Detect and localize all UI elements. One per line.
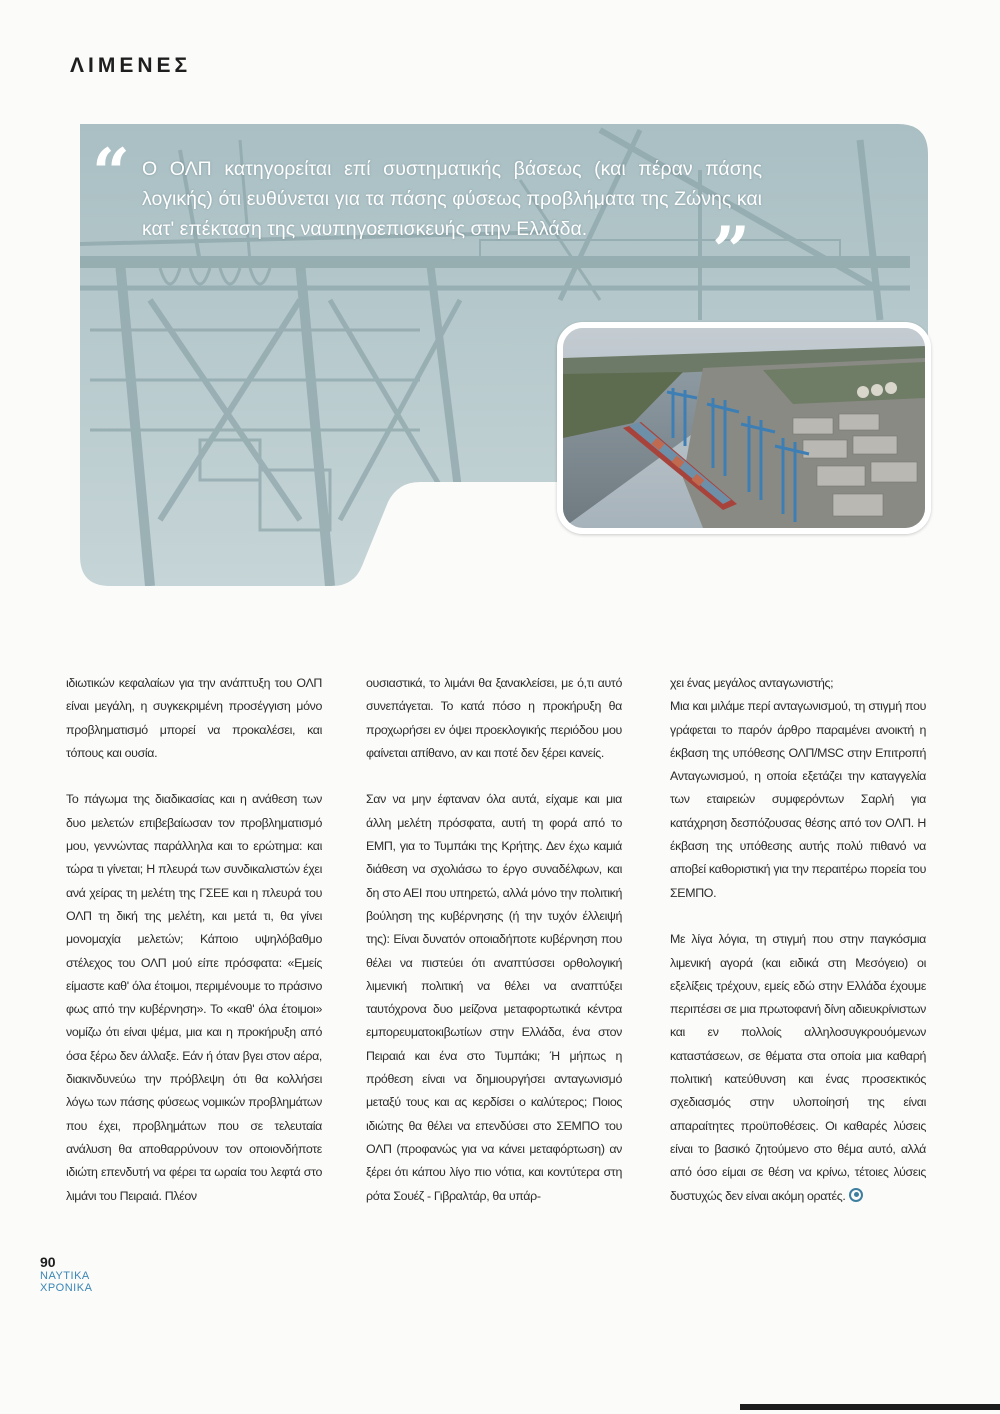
paragraph: χει ένας μεγάλος ανταγωνιστής; Μια και μιλάμε περί ανταγωνισμού, τη στιγμή που γράφεται το παρόν άρθρο παραμένει ανοικτή η έκβαση της υπόθεσης ΟΛΠ/MSC στην Επιτροπή Ανταγωνισμού, η οποία εξετάζει την καταγγελία των εταιρειών συμφερόντων Σαρλή για κατάχρηση δεσπόζουσας θέσης από τον ΟΛΠ. Η έκβαση της υπόθεσης αυτής πολύ πιθανό να αποβεί καθοριστική για την περαιτέρω πορεία του ΣΕΜΠΟ.	[670, 676, 926, 900]
quote-open-mark: “	[92, 134, 130, 212]
port-photo	[557, 322, 931, 534]
article-column-2	[366, 672, 622, 1231]
paragraph: Σαν να μην έφταναν όλα αυτά, είχαμε και μια άλλη μελέτη πρόσφατα, αυτή τη φορά από το ΕΜΠ, για το Τυμπάκι της Κρήτης. Δεν έχω καμιά διάθεση να σχολιάσω το έργο συναδέλφων, και δη στο ΑΕΙ που υπηρετώ, αλλά μόνο την πολιτική βούληση της κυβέρνησης (ή την τυχόν έλλειψή της): Είναι δυνατόν οποιαδήποτε κυβέρνηση που θέλει να πιστεύει ότι αναπτύσσει ορθολογική λιμενική πολιτική να θέλει να αναπτύξει ταυτόχρονα δυο μείζονα μεταφορτωτικά κέντρα εμπορευματοκιβωτίων στην Ελλάδα, ένα στον Πειραιά και ένα στο Τυμπάκι; Ή μήπως η πρόθεση είναι να δημιουργήσει ανταγωνισμό μεταξύ τους και ας κερδίσει ο καλύτερος; Ποιος ιδιώτης θα θέλει να επενδύσει στο ΣΕΜΠΟ του ΟΛΠ (προφανώς για να κάνει μεταφόρτωση) αν ξέρει ότι κάπου λίγο πιο νότια, και κοντύτερα στη ρότα Σουέζ - Γιβραλτάρ, θα υπάρ-	[366, 792, 622, 1203]
paragraph: ιδιωτικών κεφαλαίων για την ανάπτυξη του ΟΛΠ είναι μεγάλη, η συγκεκριμένη προσέγγιση μόνο προβληματισμό μπορεί να προκαλέσει, και τόπους και ουσία.	[66, 676, 322, 760]
article-column-1	[66, 672, 322, 1231]
magazine-name-line2: ΧΡΟΝΙΚΑ	[40, 1282, 93, 1294]
paragraph-final	[670, 928, 926, 1208]
pull-quote-panel	[0, 0, 1000, 640]
folio	[40, 1254, 92, 1294]
paragraph: Το πάγωμα της διαδικασίας και η ανάθεση των δυο μελετών επιβεβαίωσαν τον προβληματισμό μου, γεννώντας παράλληλα και το ερώτημα: και τώρα τι γίνεται; Η πλευρά των συνδικαλιστών έχει ανά χείρας τη μελέτη της ΓΣΕΕ και η πλευρά του ΟΛΠ τη δική της μελέτη, και μετά τι, θα γίνει μονομαχία μελετών; Κάποιο υψηλόβαθμο στέλεχος του ΟΛΠ μού είπε πρόσφατα: «Εμείς είμαστε καθ' όλα έτοιμοι, περιμένουμε το πράσινο φως από την κυβέρνηση». Το «καθ' όλα έτοιμοι» νομίζω ότι είναι ψέμα, μια και η προκήρυξη από όσα ξέρω δεν άλλαξε. Εάν ή όταν βγει στον αέρα, διακινδυνεύω την πρόβλεψη ότι θα κολλήσει λόγω των πάσης φύσεως νομικών προβλημάτων που έχει, προβλημάτων που σε τελευταία ανάλυση θα αποθαρρύνουν τον οποιονδήποτε ιδιώτη επενδυτή να φέρει τα ωραία του λεφτά στο λιμάνι του Πειραιά. Πλέον	[66, 792, 322, 1203]
bottom-rule	[740, 1404, 1000, 1410]
paragraph-text: Με λίγα λόγια, τη στιγμή που στην παγκόσμια λιμενική αγορά (και ειδικά στη Μεσόγειο) οι εξελίξεις τρέχουν, εμείς εδώ στην Ελλάδα έχουμε περιπέσει σε μια πρωτοφανή δίνη αδιευκρίνιστων και εν πολλοίς αλληλοσυγκρουόμενων καταστάσεων, σε θέματα στα οποία μια καθαρή πολιτική κατεύθυνση και ένας προσεκτικός σχεδιασμός στην υλοποίησή της είναι απαραίτητες προϋποθέσεις. Οι καθαρές λύσεις είναι το βασικό ζητούμενο στο θέμα αυτό, αλλά από όσο είμαι σε θέση να κρίνω, τέτοιες λύσεις δυστυχώς δεν είναι ακόμη ορατές.	[670, 932, 926, 1203]
quote-close-mark: ”	[712, 212, 750, 290]
page-number: 90	[40, 1254, 56, 1270]
container-port-illustration	[563, 328, 925, 528]
pull-quote-text: Ο ΟΛΠ κατηγορείται επί συστηματικής βάσεως (και πέραν πάσης λογικής) ότι ευθύνεται για τα πάσης φύσεως προβλήματα της Ζώνης και κατ' επέκταση της ναυπηγοεπισκευής στην Ελλάδα.	[142, 158, 762, 240]
magazine-name-line1: ΝΑΥΤΙΚΑ	[40, 1270, 90, 1282]
paragraph: ουσιαστικά, το λιμάνι θα ξανακλείσει, με ό,τι αυτό συνεπάγεται. Το κατά πόσο η προκήρυξη θα προχωρήσει εν όψει προεκλογικής περιόδου μου φαίνεται απίθανο, αν και ποτέ δεν ξέρει κανείς.	[366, 676, 622, 760]
section-title: ΛΙΜΕΝΕΣ	[70, 54, 192, 77]
end-of-article-icon	[849, 1188, 863, 1202]
article-column-3	[670, 672, 926, 1231]
